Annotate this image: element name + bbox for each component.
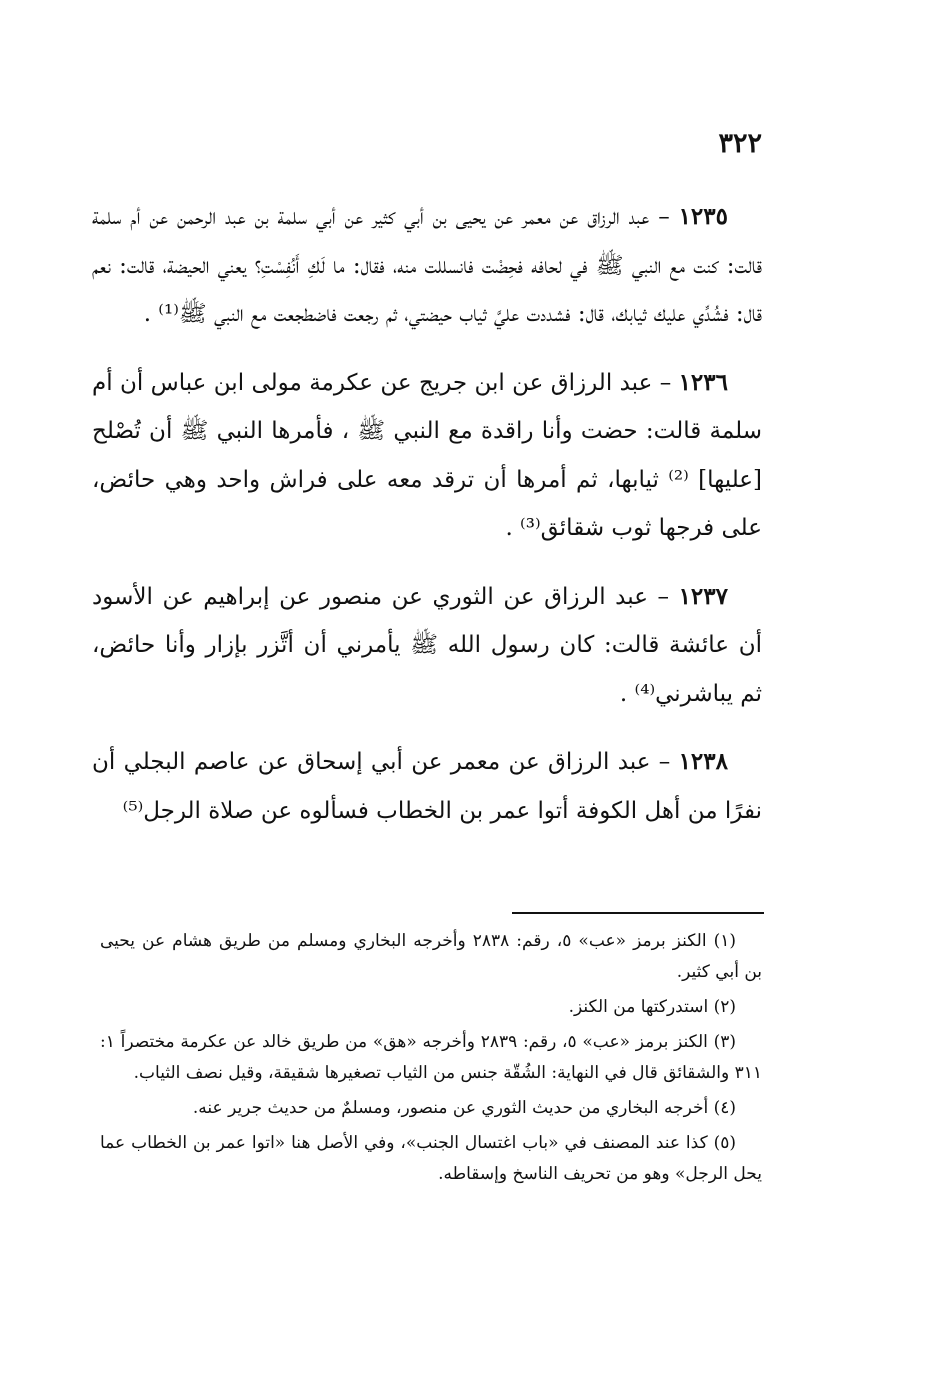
hadith-paragraph xyxy=(92,359,762,553)
footnote: (٣) الكنز برمز «عب» ٥، رقم: ٢٨٣٩ وأخرجه «هق» من طريق خالد عن عكرمة مختصراً ١: ٣١١ والشقائق قال في النهاية: الشُقّة جنس من الثياب تصغيرها شقيقة، وقيل نصف الثياب. xyxy=(100,1032,762,1083)
hadith-paragraph xyxy=(92,573,762,719)
hadith-number: ١٢٣٥ xyxy=(678,203,728,230)
hadith-paragraph xyxy=(92,738,762,835)
hadith-number: ١٢٣٨ xyxy=(678,748,728,775)
hadith-number: ١٢٣٧ xyxy=(678,582,728,610)
footnote: (١) الكنز برمز «عب» ٥، رقم: ٢٨٣٨ وأخرجه البخاري ومسلم من طريق هشام عن يحيى بن أبي كثير. xyxy=(100,931,762,982)
footnote: (٢) استدركتها من الكنز. xyxy=(568,997,736,1017)
footnote: (٤) أخرجه البخاري من حديث الثوري عن منصور، ومسلمٌ من حديث جرير عنه. xyxy=(192,1098,736,1118)
footnote: (٥) كذا عند المصنف في «باب اغتسال الجنب»، وفي الأصل هنا «اتوا عمر بن الخطاب عما يحل الرجل» وهو من تحريف الناسخ وإسقاطه. xyxy=(100,1133,762,1184)
page-number: ٣٢٢ xyxy=(718,128,762,159)
main-text xyxy=(92,193,762,835)
hadith-text: – عبد الرزاق عن معمر عن يحيى بن أبي كثير عن أبي سلمة بن عبد الرحمن عن أم سلمة قالت: كنت مع النبي ﷺ في لحافه فحِضْت فانسللت منه، فقال: ما لَكِ أَنُفِسْتِ؟ يعني الحيضة، قالت: نعم قال: فشُدِّي عليك ثيابك، قال: فشددت عليَّ ثياب حيضتي، ثم رجعت فاضطجعت مع النبي ﷺ⁽¹⁾ . xyxy=(92,204,762,327)
footnotes xyxy=(100,926,762,1194)
hadith-number: ١٢٣٦ xyxy=(678,368,728,396)
hadith-text: – عبد الرزاق عن معمر عن أبي إسحاق عن عاصم البجلي أن نفرًا من أهل الكوفة أتوا عمر بن الخطاب فسألوه عن صلاة الرجل⁽⁵⁾ xyxy=(92,749,762,824)
hadith-text: – عبد الرزاق عن ابن جريج عن عكرمة مولى ابن عباس أن أم سلمة قالت: حضت وأنا راقدة مع النبي ﷺ ، فأمرها النبي ﷺ أن تُصْلح [عليها] ⁽²⁾ ثيابها، ثم أمرها أن ترقد معه على فراش واحد وهي حائض، على فرجها ثوب شقائق⁽³⁾ . xyxy=(92,369,762,541)
hadith-paragraph xyxy=(92,193,762,339)
hadith-text: – عبد الرزاق عن الثوري عن منصور عن إبراهيم عن الأسود أن عائشة قالت: كان رسول الله ﷺ يأمرني أن أتَّزر بإزار وأنا حائض، ثم يباشرني⁽⁴⁾ . xyxy=(92,583,762,707)
footnote-separator xyxy=(512,912,764,914)
